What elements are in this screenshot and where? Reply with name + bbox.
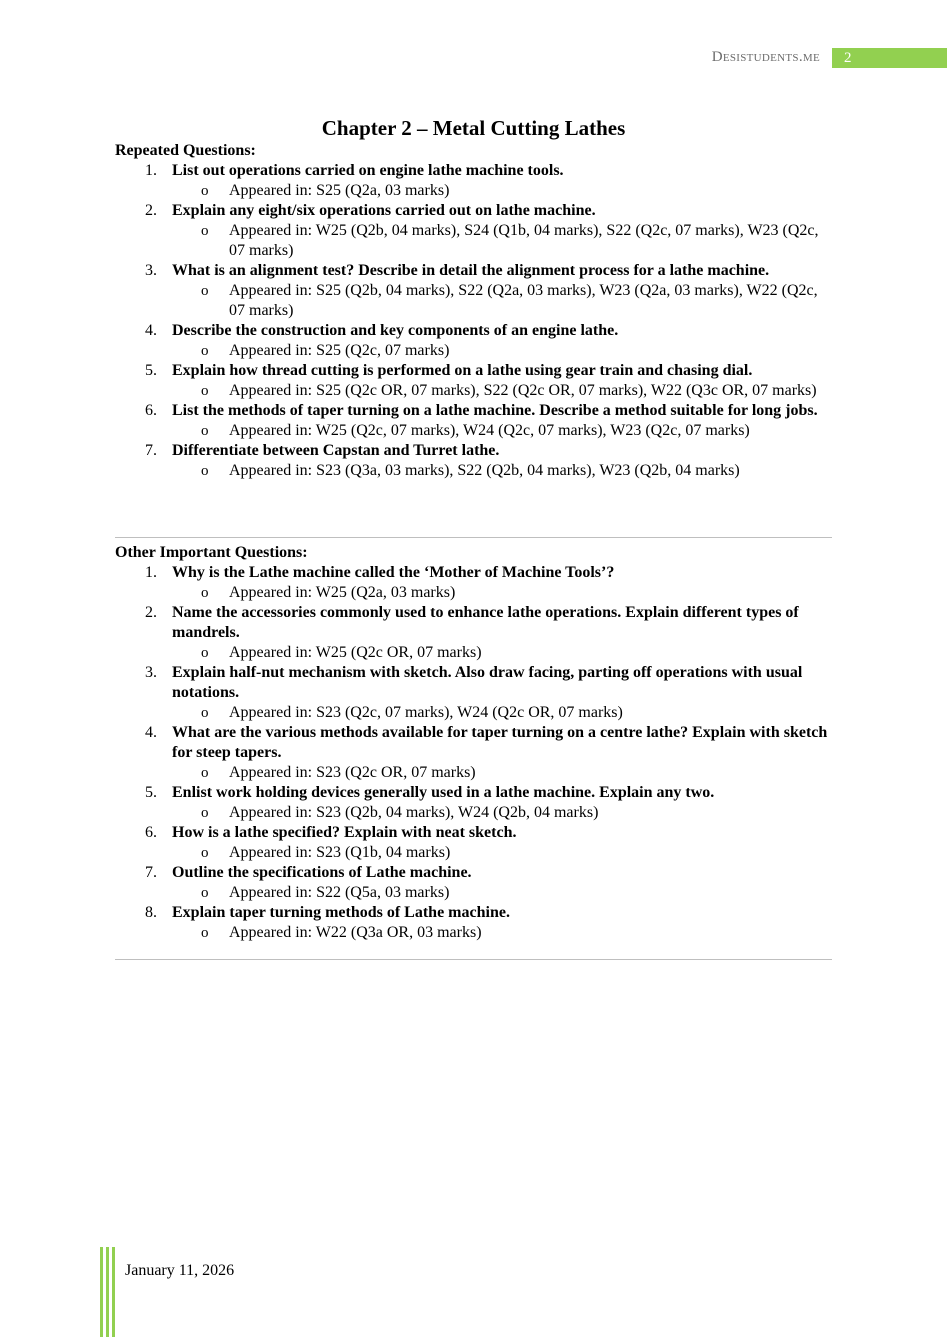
question-text: What are the various methods available for taper turning on a centre lathe? Explain with sketch for steep tapers. xyxy=(172,724,828,761)
appeared-in-text: o Appeared in: S25 (Q2a, 03 marks) xyxy=(229,181,832,201)
question-text: Outline the specifications of Lathe machine. xyxy=(172,864,472,881)
question-item xyxy=(172,401,832,441)
other-questions-section xyxy=(115,543,832,943)
question-item xyxy=(172,663,832,723)
appearance-list xyxy=(172,341,832,361)
question-text: Explain taper turning methods of Lathe machine. xyxy=(172,904,510,921)
question-text: Differentiate between Capstan and Turret lathe. xyxy=(172,442,500,459)
appearance-list xyxy=(172,583,832,603)
appearance-list xyxy=(172,763,832,783)
question-item xyxy=(172,723,832,783)
question-text: How is a lathe specified? Explain with neat sketch. xyxy=(172,824,517,841)
appeared-in-text: o Appeared in: S23 (Q3a, 03 marks), S22 (Q2b, 04 marks), W23 (Q2b, 04 marks) xyxy=(229,461,832,481)
appearance-list xyxy=(172,381,832,401)
question-text: Describe the construction and key components of an engine lathe. xyxy=(172,322,619,339)
appeared-in-text: o Appeared in: S23 (Q2c OR, 07 marks) xyxy=(229,763,832,783)
appeared-in-text: o Appeared in: W25 (Q2c, 07 marks), W24 (Q2c, 07 marks), W23 (Q2c, 07 marks) xyxy=(229,421,832,441)
question-item xyxy=(172,201,832,261)
appearance-list xyxy=(172,703,832,723)
question-text: List the methods of taper turning on a lathe machine. Describe a method suitable for long jobs. xyxy=(172,402,818,419)
appearance-list xyxy=(172,803,832,823)
section-divider xyxy=(115,537,832,538)
header-site-name: Desistudents.me xyxy=(711,49,820,65)
question-text: Why is the Lathe machine called the ‘Mother of Machine Tools’? xyxy=(172,564,615,581)
appeared-in-text: o Appeared in: S23 (Q2c, 07 marks), W24 (Q2c OR, 07 marks) xyxy=(229,703,832,723)
question-text: Explain any eight/six operations carried out on lathe machine. xyxy=(172,202,596,219)
question-item xyxy=(172,903,832,943)
appeared-in-text: o Appeared in: S25 (Q2c, 07 marks) xyxy=(229,341,832,361)
question-item xyxy=(172,823,832,863)
end-divider xyxy=(115,959,832,960)
question-text: Name the accessories commonly used to enhance lathe operations. Explain different types of mandrels. xyxy=(172,604,799,641)
question-item xyxy=(172,161,832,201)
appearance-list xyxy=(172,281,832,321)
appeared-in-text: o Appeared in: W22 (Q3a OR, 03 marks) xyxy=(229,923,832,943)
question-text: What is an alignment test? Describe in detail the alignment process for a lathe machine. xyxy=(172,262,770,279)
repeated-questions-section xyxy=(115,141,832,481)
question-text: List out operations carried on engine lathe machine tools. xyxy=(172,162,564,179)
question-item xyxy=(172,863,832,903)
appeared-in-text: o Appeared in: S25 (Q2c OR, 07 marks), S22 (Q2c OR, 07 marks), W22 (Q3c OR, 07 marks) xyxy=(229,381,832,401)
question-item xyxy=(172,261,832,321)
question-item xyxy=(172,783,832,823)
other-questions-heading: Other Important Questions: xyxy=(115,544,308,561)
appeared-in-text: o Appeared in: W25 (Q2a, 03 marks) xyxy=(229,583,832,603)
repeated-questions-list xyxy=(115,161,832,481)
question-item xyxy=(172,361,832,401)
appeared-in-text: o Appeared in: S25 (Q2b, 04 marks), S22 (Q2a, 03 marks), W23 (Q2a, 03 marks), W22 (Q2c, 07 marks) xyxy=(229,281,832,321)
other-questions-list xyxy=(115,563,832,943)
appearance-list xyxy=(172,181,832,201)
appearance-list xyxy=(172,421,832,441)
chapter-title: Chapter 2 – Metal Cutting Lathes xyxy=(321,116,626,140)
footer-accent-bars xyxy=(100,1247,116,1337)
question-item xyxy=(172,603,832,663)
question-text: Explain how thread cutting is performed on a lathe using gear train and chasing dial. xyxy=(172,362,753,379)
appeared-in-text: o Appeared in: W25 (Q2b, 04 marks), S24 (Q1b, 04 marks), S22 (Q2c, 07 marks), W23 (Q2c, 07 marks) xyxy=(229,221,832,261)
appearance-list xyxy=(172,843,832,863)
appearance-list xyxy=(172,923,832,943)
question-text: Explain half-nut mechanism with sketch. Also draw facing, parting off operations with usual notations. xyxy=(172,664,803,701)
appearance-list xyxy=(172,643,832,663)
question-item xyxy=(172,321,832,361)
appearance-list xyxy=(172,221,832,261)
question-item xyxy=(172,563,832,603)
question-item xyxy=(172,441,832,481)
appeared-in-text: o Appeared in: S23 (Q1b, 04 marks) xyxy=(229,843,832,863)
question-text: Enlist work holding devices generally used in a lathe machine. Explain any two. xyxy=(172,784,715,801)
appeared-in-text: o Appeared in: S23 (Q2b, 04 marks), W24 (Q2b, 04 marks) xyxy=(229,803,832,823)
footer-date: January 11, 2026 xyxy=(125,1262,235,1279)
appearance-list xyxy=(172,461,832,481)
appearance-list xyxy=(172,883,832,903)
appeared-in-text: o Appeared in: W25 (Q2c OR, 07 marks) xyxy=(229,643,832,663)
page-number-badge: 2 xyxy=(832,48,947,68)
appeared-in-text: o Appeared in: S22 (Q5a, 03 marks) xyxy=(229,883,832,903)
repeated-questions-heading: Repeated Questions: xyxy=(115,142,256,159)
